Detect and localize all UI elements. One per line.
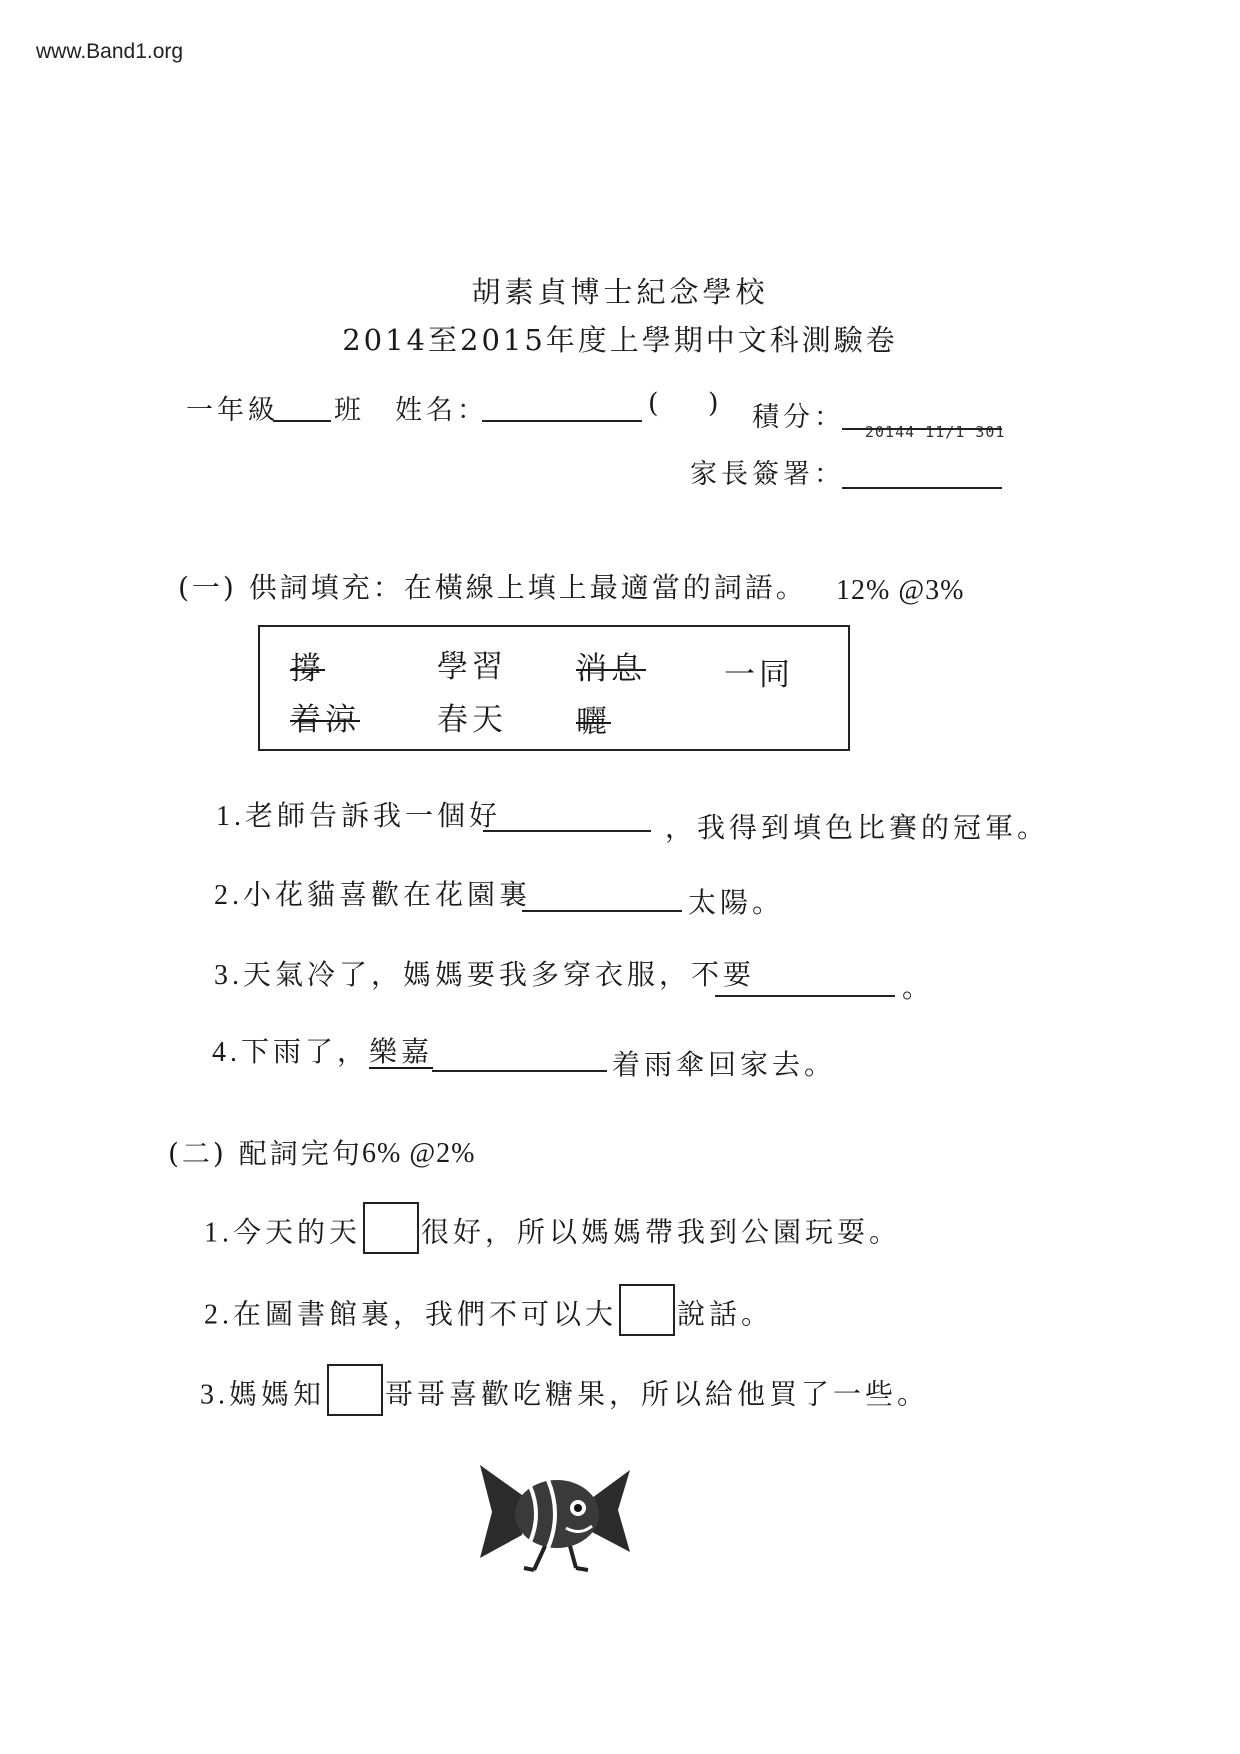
word-bank-item: 曬 (576, 704, 611, 740)
word-bank-item: 消息 (576, 651, 646, 687)
section1-score: 12% @3% (836, 575, 965, 606)
class-number-paren-close: ) (708, 388, 723, 419)
s2-q3-answer-box[interactable] (327, 1364, 383, 1416)
s1-question-3-end: 。 (902, 971, 935, 1004)
word-bank-item: 一同 (724, 657, 794, 693)
section1-title: (一) 供詞填充：在橫線上填上最適當的詞語。 (178, 571, 807, 604)
s1-question-1: 1.老師告訴我一個好 (216, 799, 502, 832)
candy-fish-icon (470, 1450, 640, 1580)
class-number-paren-open: ( (648, 388, 663, 419)
proper-name: 樂嘉 (369, 1035, 434, 1068)
parent-signature-blank[interactable] (842, 487, 1002, 489)
s2-q1-answer-box[interactable] (363, 1202, 419, 1254)
s2-question-1: 1.今天的天 很好，所以媽媽帶我到公園玩耍。 (204, 1208, 901, 1260)
s1-q1-blank[interactable] (483, 830, 651, 832)
word-bank-item: 春天 (437, 702, 507, 738)
class-blank[interactable] (273, 420, 331, 422)
section2-score: 6% @2% (362, 1138, 476, 1169)
s1-question-4-end: 着雨傘回家去。 (612, 1048, 837, 1081)
school-name: 胡素貞博士紀念學校 (471, 275, 769, 309)
word-bank-item: 撐 (290, 651, 325, 687)
s2-question-3: 3.媽媽知 哥哥喜歡吃糖果，所以給他買了一些。 (200, 1370, 929, 1422)
s1-q3-blank[interactable] (715, 995, 895, 997)
word-bank-item: 着涼 (290, 702, 360, 738)
date-stamp: 20144 11/1 301 (865, 423, 1006, 441)
parent-signature-label: 家長簽署： (690, 459, 845, 490)
s1-q2-blank[interactable] (522, 910, 682, 912)
exam-title: 2014至2015年度上學期中文科測驗卷 (342, 323, 898, 357)
name-blank[interactable] (482, 420, 642, 422)
name-label: 姓名： (395, 395, 488, 426)
score-blank[interactable] (842, 428, 1002, 430)
s1-q4-blank[interactable] (432, 1070, 607, 1072)
section2-title: (二) 配詞完句 (168, 1137, 363, 1170)
word-bank-box (258, 625, 850, 751)
word-bank-item: 學習 (437, 649, 507, 685)
class-label: 班 (334, 395, 365, 426)
s2-question-2: 2.在圖書館裏，我們不可以大 說話。 (204, 1290, 773, 1342)
s1-question-3: 3.天氣冷了，媽媽要我多穿衣服，不要 (214, 958, 756, 991)
grade-label: 一年級 (186, 395, 279, 426)
s2-q2-answer-box[interactable] (619, 1284, 675, 1336)
s1-question-1-end: ，我得到填色比賽的冠軍。 (665, 811, 1050, 844)
s1-question-2: 2.小花貓喜歡在花園裏 (214, 878, 532, 911)
s1-question-2-end: 太陽。 (688, 886, 785, 919)
s1-question-4: 4.下雨了，樂嘉 (212, 1035, 434, 1068)
site-watermark: www.Band1.org (36, 40, 184, 63)
score-label: 積分： (752, 402, 845, 433)
